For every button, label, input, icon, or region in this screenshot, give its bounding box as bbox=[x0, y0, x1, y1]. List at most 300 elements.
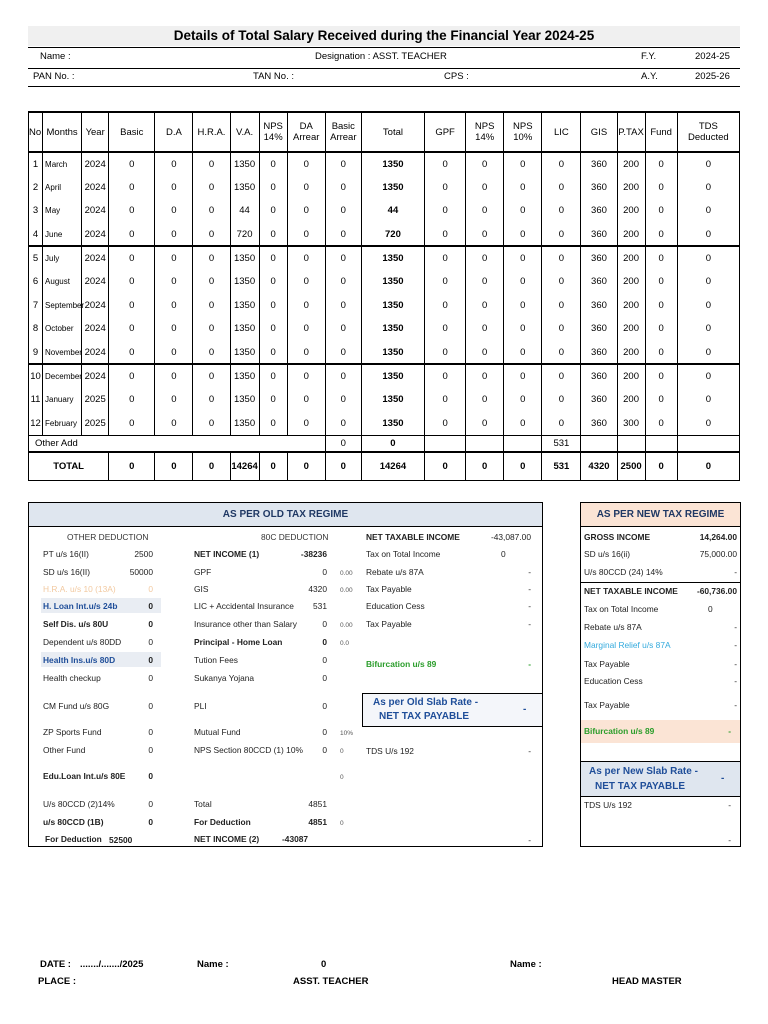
table-cell: 0 bbox=[193, 270, 230, 294]
table-cell: 0 bbox=[542, 388, 581, 412]
other-deduction-label: Edu.Loan Int.u/s 80E bbox=[43, 771, 126, 781]
column-header: NPS 14% bbox=[466, 112, 504, 152]
table-cell: 1350 bbox=[230, 317, 259, 341]
old-slab-box bbox=[362, 693, 543, 727]
column-header: No. bbox=[29, 112, 43, 152]
new-tds-value: - bbox=[728, 800, 731, 810]
c80-percent: 0.0 bbox=[340, 640, 350, 647]
table-cell: 0 bbox=[155, 364, 193, 388]
table-cell: 1350 bbox=[230, 412, 259, 436]
table-cell: 360 bbox=[581, 341, 617, 365]
old-slab-line1: As per Old Slab Rate - bbox=[373, 697, 479, 708]
table-cell: 200 bbox=[617, 388, 645, 412]
table-cell: 0 bbox=[542, 223, 581, 247]
c80-value: 4851 bbox=[308, 817, 327, 827]
new-slab-value: - bbox=[721, 773, 725, 784]
other-deduction-label: H.R.A. u/s 10 (13A) bbox=[43, 584, 116, 594]
new-regime-label: Tax on Total Income bbox=[584, 604, 659, 614]
table-cell: 0 bbox=[325, 246, 361, 270]
c80-percent: 0 bbox=[340, 774, 344, 781]
table-cell: 0 bbox=[109, 388, 155, 412]
column-header: NPS 14% bbox=[259, 112, 287, 152]
table-cell: 0 bbox=[287, 270, 325, 294]
total-cell: 0 bbox=[109, 452, 155, 480]
table-cell: 0 bbox=[155, 152, 193, 176]
table-cell: 0 bbox=[325, 388, 361, 412]
total-cell: 0 bbox=[325, 452, 361, 480]
table-cell: 0 bbox=[466, 317, 504, 341]
column-header: Months bbox=[43, 112, 82, 152]
c80-value: 0 bbox=[322, 619, 327, 629]
total-cell: 0 bbox=[466, 452, 504, 480]
old-tax-regime-panel bbox=[28, 502, 543, 847]
date-value: ......./......./2025 bbox=[80, 959, 144, 970]
new-regime-value: - bbox=[734, 676, 737, 686]
table-cell: 0 bbox=[259, 246, 287, 270]
column-header: V.A. bbox=[230, 112, 259, 152]
empty-cell bbox=[425, 435, 466, 452]
other-deduction-label: PT u/s 16(II) bbox=[43, 549, 89, 559]
table-cell: 360 bbox=[581, 199, 617, 223]
table-cell: 0 bbox=[645, 294, 677, 318]
old-regime-heading: AS PER OLD TAX REGIME bbox=[29, 503, 542, 527]
other-deduction-value: 2500 bbox=[134, 549, 153, 559]
table-cell: 0 bbox=[677, 364, 739, 388]
table-cell: 0 bbox=[109, 364, 155, 388]
table-cell: 0 bbox=[193, 176, 230, 200]
table-cell: 11 bbox=[29, 388, 43, 412]
new-regime-label: SD u/s 16(ii) bbox=[584, 549, 631, 559]
table-cell: 2024 bbox=[82, 176, 109, 200]
other-deduction-label: SD u/s 16(II) bbox=[43, 567, 91, 577]
for-deduction-label: For Deduction bbox=[45, 834, 102, 844]
table-cell: 360 bbox=[581, 388, 617, 412]
table-cell: 0 bbox=[259, 223, 287, 247]
c80-value: 0 bbox=[322, 701, 327, 711]
table-cell: 0 bbox=[325, 294, 361, 318]
table-cell: 0 bbox=[287, 223, 325, 247]
old-tax-label: Tax Payable bbox=[366, 619, 412, 629]
table-cell: 8 bbox=[29, 317, 43, 341]
table-cell: July bbox=[43, 246, 82, 270]
page-title: Details of Total Salary Received during the Financial Year 2024-25 bbox=[28, 26, 740, 46]
total-cell: 2500 bbox=[617, 452, 645, 480]
table-cell: 2024 bbox=[82, 246, 109, 270]
column-header: TDS Deducted bbox=[677, 112, 739, 152]
table-cell: 200 bbox=[617, 294, 645, 318]
table-cell: 0 bbox=[259, 270, 287, 294]
table-cell: 0 bbox=[325, 223, 361, 247]
total-cell: 0 bbox=[504, 452, 542, 480]
table-cell: 2024 bbox=[82, 364, 109, 388]
total-cell: 0 bbox=[677, 452, 739, 480]
table-cell: 0 bbox=[259, 199, 287, 223]
table-cell: 0 bbox=[677, 223, 739, 247]
table-row bbox=[29, 317, 740, 341]
c80-value: 0 bbox=[322, 727, 327, 737]
table-cell: 0 bbox=[193, 246, 230, 270]
empty-cell bbox=[466, 435, 504, 452]
c80-value: 0 bbox=[322, 745, 327, 755]
column-header: Total bbox=[361, 112, 424, 152]
table-cell: 0 bbox=[287, 199, 325, 223]
table-cell: 0 bbox=[155, 294, 193, 318]
table-cell: 0 bbox=[259, 294, 287, 318]
table-cell: 0 bbox=[425, 223, 466, 247]
table-cell: 0 bbox=[466, 388, 504, 412]
new-regime-value: 0 bbox=[708, 604, 713, 614]
old-tax-label: Tax Payable bbox=[366, 584, 412, 594]
new-regime-value: - bbox=[734, 640, 737, 650]
table-cell: 0 bbox=[193, 223, 230, 247]
header-rule bbox=[28, 68, 740, 69]
table-cell: 0 bbox=[325, 270, 361, 294]
table-cell: 0 bbox=[325, 199, 361, 223]
table-cell: 1350 bbox=[361, 341, 424, 365]
head-master-label: HEAD MASTER bbox=[612, 976, 682, 987]
tan-label: TAN No. : bbox=[253, 71, 294, 82]
empty-cell bbox=[645, 435, 677, 452]
table-row bbox=[29, 341, 740, 365]
table-cell: 0 bbox=[677, 388, 739, 412]
c80-percent: 0.00 bbox=[340, 622, 353, 629]
divider bbox=[581, 582, 740, 583]
other-deduction-value: 0 bbox=[148, 799, 153, 809]
old-tax-value: - bbox=[528, 584, 531, 594]
table-cell: 0 bbox=[155, 412, 193, 436]
old-tax-value: - bbox=[528, 619, 531, 629]
table-cell: 2024 bbox=[82, 199, 109, 223]
table-cell: 0 bbox=[325, 364, 361, 388]
new-regime-value: -60,736.00 bbox=[696, 586, 737, 596]
column-header: Basic Arrear bbox=[325, 112, 361, 152]
other-add-row bbox=[29, 435, 740, 452]
table-cell: 0 bbox=[109, 152, 155, 176]
table-cell: 10 bbox=[29, 364, 43, 388]
table-cell: 2025 bbox=[82, 388, 109, 412]
new-bifurcation-label: Bifurcation u/s 89 bbox=[584, 726, 655, 736]
table-cell: 0 bbox=[287, 341, 325, 365]
table-cell: 0 bbox=[645, 199, 677, 223]
table-cell: 1350 bbox=[361, 412, 424, 436]
old-tax-value: -43,087.00 bbox=[490, 532, 531, 542]
table-cell: 0 bbox=[325, 176, 361, 200]
c80-label: Principal - Home Loan bbox=[194, 637, 283, 647]
table-cell: 0 bbox=[645, 152, 677, 176]
total-cell: 0 bbox=[287, 452, 325, 480]
column-header: LIC bbox=[542, 112, 581, 152]
total-label: TOTAL bbox=[29, 452, 109, 480]
table-cell: 0 bbox=[504, 294, 542, 318]
head-master-name-label: Name : bbox=[510, 959, 542, 970]
other-deduction-value: 50000 bbox=[129, 567, 153, 577]
other-deduction-heading: OTHER DEDUCTION bbox=[67, 532, 149, 542]
table-cell: 0 bbox=[259, 317, 287, 341]
column-header: DA Arrear bbox=[287, 112, 325, 152]
old-tax-label: Rebate u/s 87A bbox=[366, 567, 424, 577]
total-cell: 0 bbox=[193, 452, 230, 480]
header-rule bbox=[28, 86, 740, 87]
table-cell: 0 bbox=[325, 317, 361, 341]
table-cell: 0 bbox=[504, 341, 542, 365]
total-cell: 14264 bbox=[361, 452, 424, 480]
table-cell: 0 bbox=[287, 317, 325, 341]
other-deduction-label: Health Ins.u/s 80D bbox=[43, 655, 116, 665]
empty-cell bbox=[617, 435, 645, 452]
table-cell: 12 bbox=[29, 412, 43, 436]
other-deduction-value: 0 bbox=[148, 655, 153, 665]
other-deduction-label: CM Fund u/s 80G bbox=[43, 701, 110, 711]
table-cell: 0 bbox=[645, 364, 677, 388]
fy-value: 2024-25 bbox=[695, 51, 730, 62]
column-header: D.A bbox=[155, 112, 193, 152]
table-cell: 360 bbox=[581, 294, 617, 318]
new-bifurcation-row bbox=[581, 720, 740, 743]
c80-value: 0 bbox=[322, 655, 327, 665]
date-label: DATE : bbox=[40, 959, 71, 970]
c80-label: NET INCOME (1) bbox=[194, 549, 260, 559]
table-cell: February bbox=[43, 412, 82, 436]
table-cell: 0 bbox=[466, 223, 504, 247]
table-cell: 0 bbox=[325, 341, 361, 365]
column-header: Fund bbox=[645, 112, 677, 152]
total-cell: 14264 bbox=[230, 452, 259, 480]
table-cell: 300 bbox=[617, 412, 645, 436]
table-cell: 0 bbox=[542, 317, 581, 341]
table-cell: 360 bbox=[581, 412, 617, 436]
table-cell: 0 bbox=[466, 294, 504, 318]
other-deduction-label: Health checkup bbox=[43, 673, 101, 683]
table-cell: 0 bbox=[504, 317, 542, 341]
table-cell: 200 bbox=[617, 176, 645, 200]
table-cell: 0 bbox=[259, 152, 287, 176]
place-label: PLACE : bbox=[38, 976, 76, 987]
table-cell: 0 bbox=[425, 341, 466, 365]
table-cell: 0 bbox=[155, 270, 193, 294]
c80-value: 531 bbox=[313, 601, 327, 611]
table-cell: 1350 bbox=[361, 270, 424, 294]
new-tax-regime-panel bbox=[580, 502, 741, 847]
table-cell: 200 bbox=[617, 152, 645, 176]
other-deduction-value: 0 bbox=[148, 584, 153, 594]
table-cell: 0 bbox=[466, 199, 504, 223]
table-cell: 0 bbox=[109, 317, 155, 341]
net-income-2-value: -43087 bbox=[282, 834, 309, 844]
new-regime-label: GROSS INCOME bbox=[584, 532, 651, 542]
other-deduction-value: 0 bbox=[148, 637, 153, 647]
table-cell: May bbox=[43, 199, 82, 223]
table-row bbox=[29, 199, 740, 223]
employee-name-label: Name : bbox=[197, 959, 229, 970]
table-cell: 0 bbox=[155, 317, 193, 341]
table-cell: 0 bbox=[259, 388, 287, 412]
table-cell: 0 bbox=[109, 199, 155, 223]
table-row bbox=[29, 364, 740, 388]
table-cell: 4 bbox=[29, 223, 43, 247]
table-cell: 200 bbox=[617, 364, 645, 388]
table-cell: 0 bbox=[677, 270, 739, 294]
salary-table bbox=[28, 111, 740, 481]
table-row bbox=[29, 176, 740, 200]
table-cell: 0 bbox=[259, 364, 287, 388]
new-regime-value: 14,264.00 bbox=[699, 532, 737, 542]
table-cell: 200 bbox=[617, 246, 645, 270]
table-cell: 6 bbox=[29, 270, 43, 294]
table-cell: 0 bbox=[425, 294, 466, 318]
table-cell: 5 bbox=[29, 246, 43, 270]
table-cell: 0 bbox=[193, 317, 230, 341]
other-deduction-label: Other Fund bbox=[43, 745, 86, 755]
table-cell: 0 bbox=[193, 364, 230, 388]
table-cell: 0 bbox=[109, 294, 155, 318]
table-cell: 0 bbox=[677, 412, 739, 436]
table-cell: 0 bbox=[645, 388, 677, 412]
employee-designation: ASST. TEACHER bbox=[293, 976, 369, 987]
other-add-lic: 531 bbox=[542, 435, 581, 452]
table-cell: 1350 bbox=[361, 176, 424, 200]
table-cell: 1350 bbox=[230, 176, 259, 200]
other-deduction-value: 0 bbox=[148, 771, 153, 781]
old-slab-value: - bbox=[523, 704, 527, 715]
table-cell: 0 bbox=[287, 152, 325, 176]
table-row bbox=[29, 270, 740, 294]
other-deduction-value: 0 bbox=[148, 817, 153, 827]
other-deduction-value: 0 bbox=[148, 619, 153, 629]
table-cell: 200 bbox=[617, 341, 645, 365]
table-cell: 2024 bbox=[82, 341, 109, 365]
table-cell: 0 bbox=[425, 152, 466, 176]
table-cell: 0 bbox=[466, 246, 504, 270]
table-cell: 0 bbox=[504, 412, 542, 436]
other-deduction-value: 0 bbox=[148, 727, 153, 737]
total-cell: 0 bbox=[259, 452, 287, 480]
total-cell: 4320 bbox=[581, 452, 617, 480]
total-cell: 0 bbox=[645, 452, 677, 480]
table-cell: 360 bbox=[581, 246, 617, 270]
c80-percent: 0.00 bbox=[340, 570, 353, 577]
table-cell: 0 bbox=[645, 246, 677, 270]
c80-label: Sukanya Yojana bbox=[194, 673, 255, 683]
table-cell: 1350 bbox=[361, 317, 424, 341]
table-cell: 7 bbox=[29, 294, 43, 318]
table-cell: 0 bbox=[677, 199, 739, 223]
old-bifurcation-value: - bbox=[528, 659, 531, 669]
column-header: Year bbox=[82, 112, 109, 152]
table-cell: January bbox=[43, 388, 82, 412]
table-cell: 0 bbox=[425, 176, 466, 200]
table-cell: 0 bbox=[425, 412, 466, 436]
table-cell: 0 bbox=[677, 294, 739, 318]
other-deduction-label: Dependent u/s 80DD bbox=[43, 637, 122, 647]
table-cell: 0 bbox=[193, 341, 230, 365]
table-row bbox=[29, 294, 740, 318]
table-cell: 0 bbox=[542, 364, 581, 388]
c80-value: 0 bbox=[322, 567, 327, 577]
table-cell: 1350 bbox=[230, 388, 259, 412]
table-cell: 0 bbox=[287, 246, 325, 270]
table-cell: 0 bbox=[504, 270, 542, 294]
table-cell: 0 bbox=[677, 152, 739, 176]
c80-value: 4851 bbox=[308, 799, 327, 809]
total-cell: 0 bbox=[425, 452, 466, 480]
table-cell: August bbox=[43, 270, 82, 294]
table-cell: 1350 bbox=[361, 152, 424, 176]
table-cell: 0 bbox=[542, 341, 581, 365]
column-header: GPF bbox=[425, 112, 466, 152]
table-cell: 0 bbox=[325, 152, 361, 176]
c80-label: LIC + Accidental Insurance bbox=[194, 601, 294, 611]
table-cell: 0 bbox=[109, 412, 155, 436]
table-cell: 0 bbox=[466, 176, 504, 200]
other-deduction-value: 0 bbox=[148, 701, 153, 711]
table-cell: 0 bbox=[109, 341, 155, 365]
other-deduction-value: 0 bbox=[148, 673, 153, 683]
c80-value: 0 bbox=[322, 637, 327, 647]
table-cell: 0 bbox=[193, 152, 230, 176]
fy-label: F.Y. bbox=[641, 51, 657, 62]
table-cell: 0 bbox=[504, 388, 542, 412]
for-deduction-value: 52500 bbox=[109, 835, 133, 845]
table-row bbox=[29, 388, 740, 412]
c80-label: Total bbox=[194, 799, 212, 809]
table-cell: 0 bbox=[504, 364, 542, 388]
c80-percent: 0.00 bbox=[340, 587, 353, 594]
table-cell: 1350 bbox=[230, 364, 259, 388]
table-cell: September bbox=[43, 294, 82, 318]
table-cell: 1350 bbox=[361, 294, 424, 318]
table-cell: 2025 bbox=[82, 412, 109, 436]
table-cell: 0 bbox=[466, 412, 504, 436]
table-cell: 0 bbox=[542, 294, 581, 318]
old-tds-value: - bbox=[528, 746, 531, 756]
employee-name-value: 0 bbox=[321, 959, 327, 970]
table-cell: 0 bbox=[287, 176, 325, 200]
table-cell: 0 bbox=[466, 270, 504, 294]
new-bottom-value: - bbox=[728, 835, 731, 845]
table-cell: March bbox=[43, 152, 82, 176]
c80-label: GPF bbox=[194, 567, 212, 577]
table-cell: 720 bbox=[230, 223, 259, 247]
table-cell: November bbox=[43, 341, 82, 365]
other-deduction-value: 0 bbox=[148, 745, 153, 755]
new-regime-heading: AS PER NEW TAX REGIME bbox=[581, 503, 740, 527]
new-slab-line1: As per New Slab Rate - bbox=[589, 766, 698, 777]
c80-label: Mutual Fund bbox=[194, 727, 241, 737]
table-cell: 360 bbox=[581, 176, 617, 200]
table-cell: 0 bbox=[677, 341, 739, 365]
80c-deduction-heading: 80C DEDUCTION bbox=[261, 532, 329, 542]
table-cell: 0 bbox=[504, 246, 542, 270]
table-cell: 0 bbox=[287, 364, 325, 388]
table-cell: 0 bbox=[193, 294, 230, 318]
table-cell: 2024 bbox=[82, 294, 109, 318]
c80-label: GIS bbox=[194, 584, 209, 594]
table-cell: 0 bbox=[259, 412, 287, 436]
table-cell: 0 bbox=[193, 199, 230, 223]
table-cell: 1350 bbox=[230, 246, 259, 270]
table-cell: 0 bbox=[542, 412, 581, 436]
new-regime-value: - bbox=[734, 622, 737, 632]
table-cell: 0 bbox=[109, 223, 155, 247]
table-row bbox=[29, 152, 740, 176]
table-cell: 0 bbox=[677, 246, 739, 270]
table-cell: 0 bbox=[259, 176, 287, 200]
table-cell: 200 bbox=[617, 199, 645, 223]
other-deduction-label: H. Loan Int.u/s 24b bbox=[43, 601, 118, 611]
table-cell: 200 bbox=[617, 223, 645, 247]
table-cell: 44 bbox=[361, 199, 424, 223]
table-cell: 0 bbox=[155, 341, 193, 365]
